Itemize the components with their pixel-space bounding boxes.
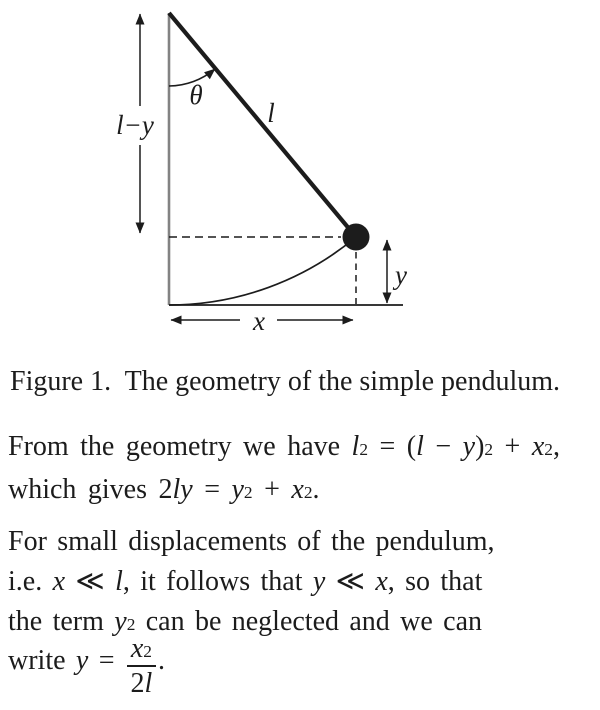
text-run: , so that — [387, 566, 483, 597]
fraction — [127, 633, 156, 700]
figure-caption: Figure 1. The geometry of the simple pendulum. — [10, 366, 561, 397]
label-y: y — [395, 260, 407, 290]
text-run: ) — [475, 431, 485, 462]
text-run: y — [231, 474, 244, 505]
text-line-2 — [8, 562, 600, 602]
text-run: 2 — [359, 440, 368, 459]
text-run: = ( — [368, 431, 417, 462]
text-run: 2 — [143, 642, 152, 661]
text-run: . — [157, 644, 165, 676]
text-run: y — [312, 566, 326, 597]
fraction-numerator — [127, 633, 156, 667]
text-run: which gives — [8, 474, 159, 505]
text-run: the term — [8, 606, 115, 637]
text-run: x — [375, 566, 388, 597]
text-run: − — [423, 431, 463, 462]
label-l-minus-y: l−y — [116, 110, 154, 140]
text-run: 2 — [544, 440, 553, 459]
text-run: For small displacements of the pendulum, — [8, 526, 495, 557]
text-line-4 — [8, 633, 600, 700]
text-run: y — [462, 431, 476, 462]
text-run: , — [552, 431, 560, 462]
fraction-denominator — [127, 667, 156, 699]
text-run: 2 — [243, 483, 253, 502]
text-line-1 — [8, 522, 600, 562]
text-run: x — [130, 633, 144, 664]
label-theta: θ — [189, 80, 203, 110]
text-run: l — [115, 566, 123, 597]
text-run: + — [252, 474, 292, 505]
text-run: 2 — [158, 474, 173, 505]
text-run: can be neglected and we can — [135, 606, 483, 637]
paragraph-small-displacements — [8, 522, 600, 645]
text-run: 2 — [303, 483, 313, 502]
label-x: x — [253, 306, 265, 336]
text-run: x — [531, 431, 545, 462]
text-run: ≪ — [65, 566, 116, 597]
text-run: l — [144, 668, 153, 700]
text-run: + — [493, 431, 532, 462]
text-run: l — [351, 431, 360, 462]
pendulum-rod — [169, 13, 356, 237]
text-line-1 — [8, 427, 600, 470]
text-run: y — [75, 644, 89, 676]
paragraph-conclusion — [8, 633, 600, 700]
text-run: write — [8, 644, 76, 676]
text-run: 2 — [484, 440, 494, 459]
text-run: = — [88, 644, 125, 676]
label-rod-length: l — [267, 98, 275, 128]
swing-arc-path — [169, 237, 356, 305]
text-run: = — [192, 474, 232, 505]
paragraph-geometry — [8, 427, 600, 513]
pendulum-bob — [343, 224, 370, 251]
text-run: . — [312, 474, 320, 505]
text-run: x — [291, 474, 304, 505]
text-run: ≪ — [325, 566, 376, 597]
text-run: 2 — [126, 615, 136, 634]
text-run: ly — [172, 474, 193, 505]
text-run: From the geometry we have — [8, 431, 352, 462]
text-run: x — [52, 566, 66, 597]
text-run: y — [114, 606, 127, 637]
text-run: 2 — [130, 668, 145, 700]
text-run: i.e. — [8, 566, 53, 597]
text-run: , it follows that — [122, 566, 313, 597]
text-line-2 — [8, 470, 600, 513]
text-run: l — [416, 431, 424, 462]
